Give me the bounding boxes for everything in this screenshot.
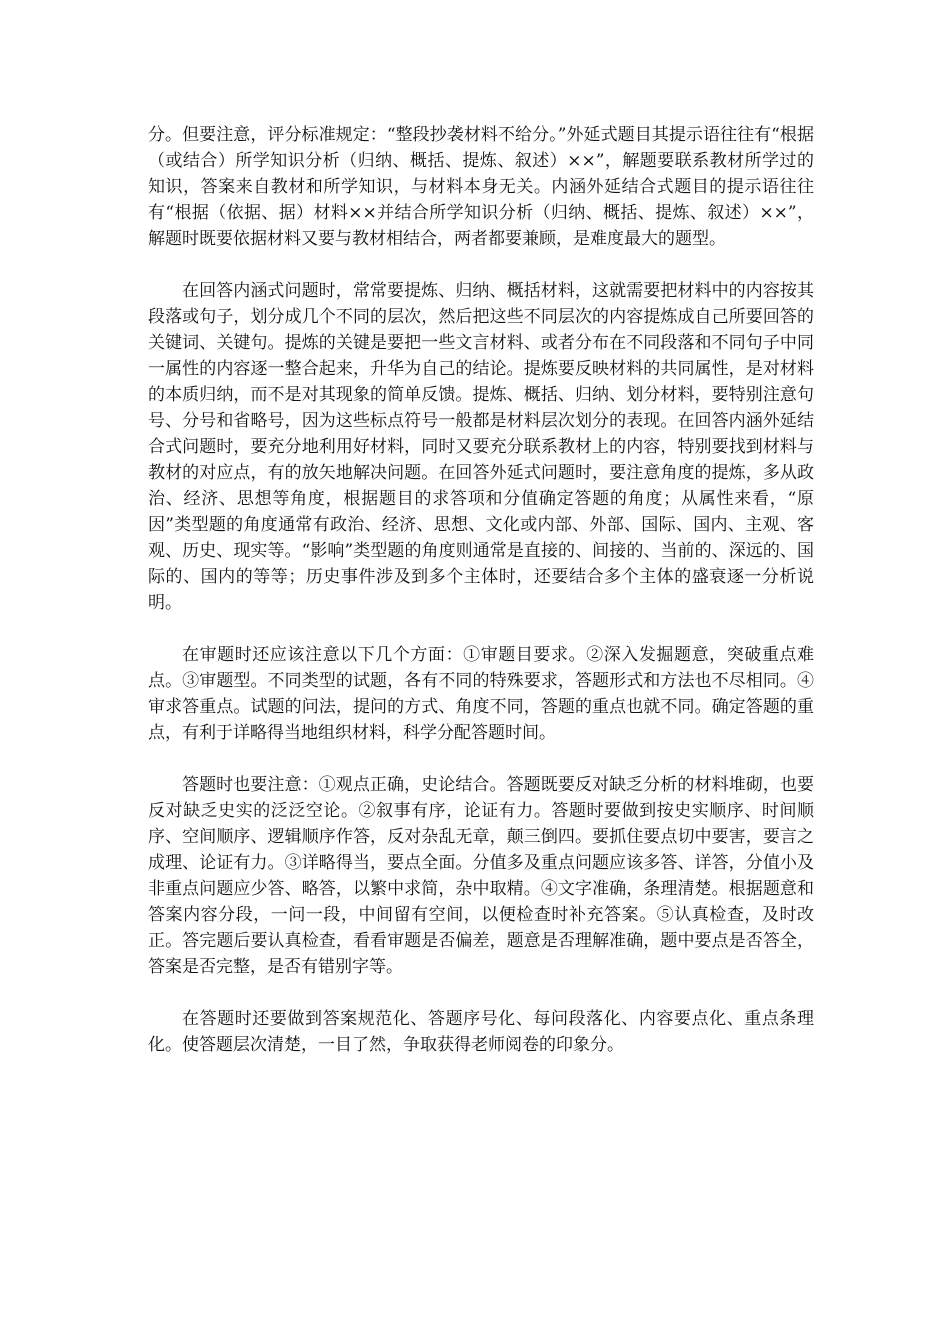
paragraph-answering-notes: 答题时也要注意：①观点正确，史论结合。答题既要反对缺乏分析的材料堆砌，也要反对缺乏史实的泛泛空论。②叙事有序，论证有力。答题时要做到按史实顺序、时间顺序、空间顺序、逻辑顺序作答，反对杂乱无章，颠三倒四。要抓住要点切中要害，要言之成理、论证有力。③详略得当，要点全面。分值多及重点问题应该多答、详答，分值小及非重点问题应少答、略答，以繁中求简，杂中取精。④文字准确，条理清楚。根据题意和答案内容分段，一问一段，中间留有空间，以便检查时补充答案。⑤认真检查，及时改正。答完题后要认真检查，看看审题是否偏差，题意是否理解准确，题中要点是否答全，答案是否完整，是否有错别字等。 [148, 775, 814, 977]
paragraph-answer-format: 在答题时还要做到答案规范化、答题序号化、每问段落化、内容要点化、重点条理化。使答题层次清楚，一目了然，争取获得老师阅卷的印象分。 [148, 1009, 814, 1055]
paragraph-inner-type-answers: 在回答内涵式问题时，常常要提炼、归纳、概括材料，这就需要把材料中的内容按其段落或句子，划分成几个不同的层次，然后把这些不同层次的内容提炼成自己所要回答的关键词、关键句。提炼的关键是要把一些文言材料、或者分布在不同段落和不同句子中同一属性的内容逐一整合起来，升华为自己的结论。提炼要反映材料的共同属性，是对材料的本质归纳，而不是对其现象的简单反馈。提炼、概括、归纳、划分材料，要特别注意句号、分号和省略号，因为这些标点符号一般都是材料层次划分的表现。在回答内涵外延结合式问题时，要充分地利用好材料，同时又要充分联系教材上的内容，特别要找到材料与教材的对应点，有的放矢地解决问题。在回答外延式问题时，要注意角度的提炼，多从政治、经济、思想等角度，根据题目的求答项和分值确定答题的角度；从属性来看，“原因”类型题的角度通常有政治、经济、思想、文化或内部、外部、国际、国内、主观、客观、历史、现实等。“影响”类型题的角度则通常是直接的、间接的、当前的、深远的、国际的、国内的等等；历史事件涉及到多个主体时，还要结合多个主体的盛衰逐一分析说明。 [148, 281, 814, 613]
document-body [148, 122, 814, 1084]
paragraph-reading-questions: 在审题时还应该注意以下几个方面：①审题目要求。②深入发掘题意，突破重点难点。③审题型。不同类型的试题，各有不同的特殊要求，答题形式和方法也不尽相同。④审求答重点。试题的问法，提问的方式、角度不同，答题的重点也就不同。确定答题的重点，有利于详略得当地组织材料，科学分配答题时间。 [148, 645, 814, 743]
paragraph-continuation: 分。但要注意，评分标准规定：“整段抄袭材料不给分。”外延式题目其提示语往往有“根据（或结合）所学知识分析（归纳、概括、提炼、叙述）××”，解题要联系教材所学过的知识，答案来自教材和所学知识，与材料本身无关。内涵外延结合式题目的提示语往往有“根据（依据、据）材料××并结合所学知识分析（归纳、概括、提炼、叙述）××”，解题时既要依据材料又要与教材相结合，两者都要兼顾，是难度最大的题型。 [148, 125, 814, 249]
